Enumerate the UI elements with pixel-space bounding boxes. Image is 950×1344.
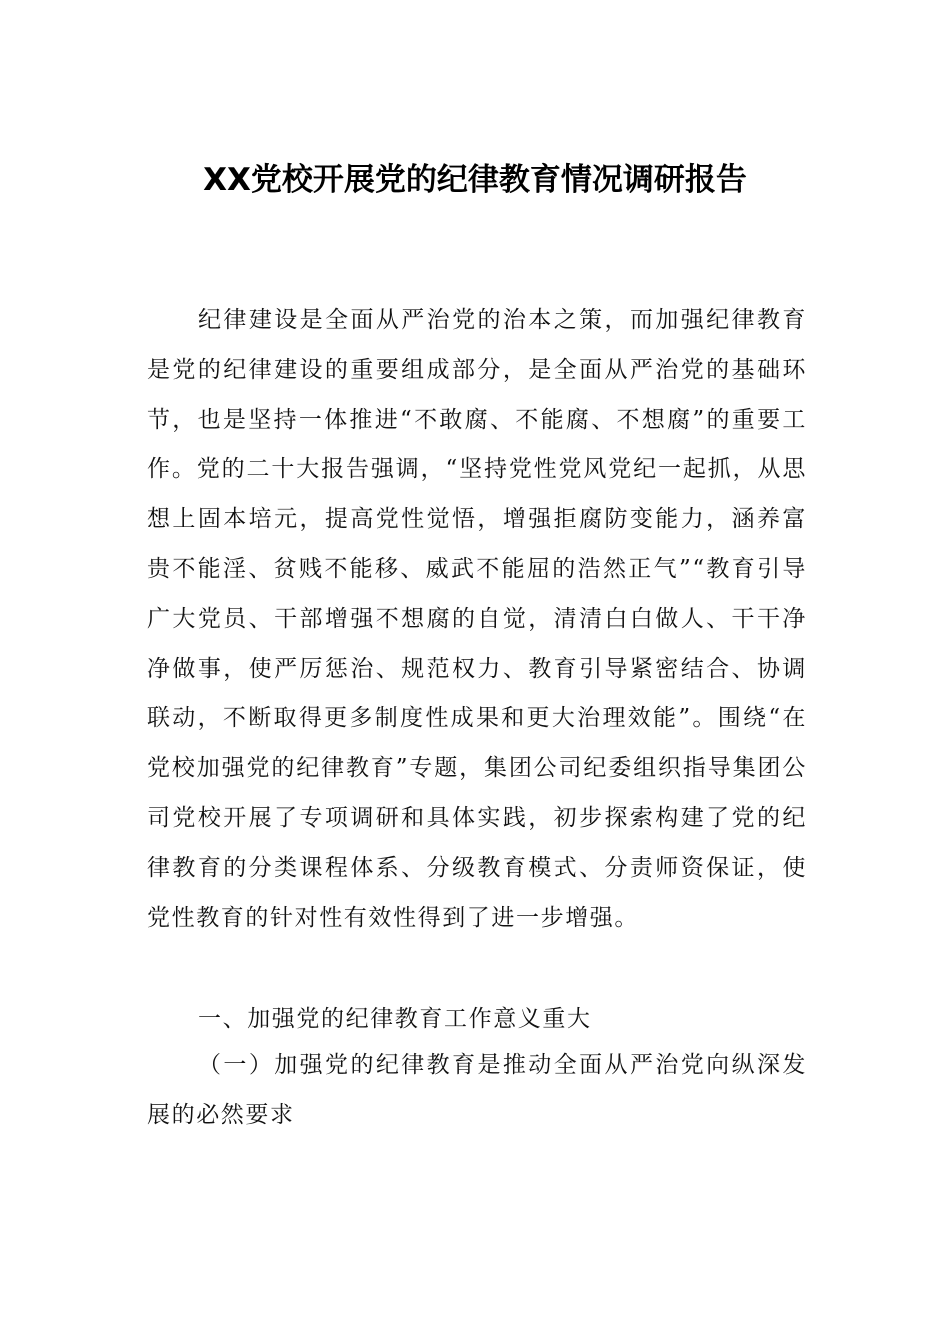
document-title: XX党校开展党的纪律教育情况调研报告 bbox=[203, 162, 747, 198]
subsection-heading: （一）加强党的纪律教育是推动全面从严治党向纵深发展的必然要求 bbox=[147, 1052, 807, 1128]
section-heading: 一、加强党的纪律教育工作意义重大 bbox=[198, 1006, 592, 1032]
intro-paragraph: 纪律建设是全面从严治党的治本之策，而加强纪律教育是党的纪律建设的重要组成部分，是全面从严治党的基础环节，也是坚持一体推进“不敢腐、不能腐、不想腐”的重要工作。党的二十大报告强调，“坚持党性党风党纪一起抓，从思想上固本培元，提高党性觉悟，增强拒腐防变能力，涵养富贵不能淫、贫贱不能移、威武不能屈的浩然正气”“教育引导广大党员、干部增强不想腐的自觉，清清白白做人、干干净净做事，使严厉惩治、规范权力、教育引导紧密结合、协调联动，不断取得更多制度性成果和更大治理效能”。围绕“在党校加强党的纪律教育”专题，集团公司纪委组织指导集团公司党校开展了专项调研和具体实践，初步探索构建了党的纪律教育的分类课程体系、分级教育模式、分责师资保证，使党性教育的针对性有效性得到了进一步增强。 bbox=[147, 307, 807, 931]
